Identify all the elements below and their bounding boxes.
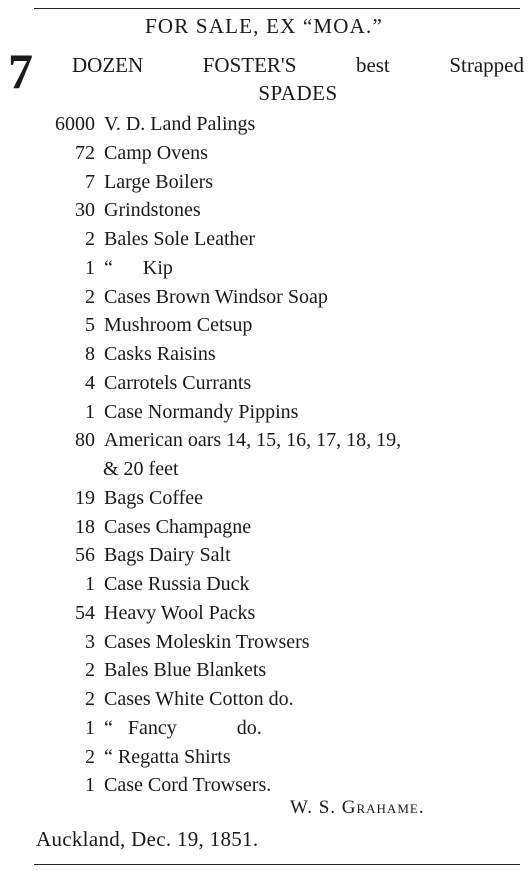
item-description: Case Russia Duck [104, 573, 250, 595]
list-item [0, 685, 528, 714]
item-quantity: 56 [75, 544, 95, 567]
lead-quantity: 7 [8, 43, 33, 99]
item-description: “ Regatta Shirts [104, 745, 231, 768]
item-quantity: 2 [85, 745, 95, 768]
item-description: Case Normandy Pippins [104, 400, 299, 423]
list-item [0, 340, 528, 369]
item-description: Bags Dairy Salt [104, 544, 231, 567]
item-quantity: 54 [75, 601, 95, 624]
intro-word: DOZEN [72, 53, 144, 77]
bottom-rule [34, 864, 520, 865]
list-item [0, 484, 528, 513]
item-description: Heavy Wool Packs [104, 601, 256, 624]
item-quantity: 5 [85, 314, 95, 337]
advert-heading: FOR SALE, EX “MOA.” [144, 14, 384, 38]
list-item [0, 369, 528, 398]
item-description: Bags Coffee [104, 486, 204, 509]
item-quantity: 7 [85, 170, 95, 193]
item-quantity: 2 [85, 285, 95, 308]
item-description: “ Kip [104, 256, 173, 279]
list-item [0, 283, 528, 312]
item-description: Case Cord Trowsers. [104, 774, 272, 797]
intro-word: FOSTER'S [202, 53, 297, 77]
item-quantity: 72 [75, 141, 95, 164]
item-quantity: 6000 [55, 113, 95, 135]
list-item [0, 455, 528, 484]
item-quantity: 18 [75, 515, 95, 538]
list-item [0, 168, 528, 197]
advertiser-signature: W. S. Grahame. [290, 797, 425, 818]
list-item [0, 110, 528, 139]
list-item [0, 628, 528, 657]
item-description: “ Fancy do. [104, 716, 262, 739]
list-item [0, 426, 528, 455]
list-item [0, 513, 528, 542]
dateline: Auckland, Dec. 19, 1851. [36, 827, 259, 851]
goods-list [0, 110, 528, 800]
item-description: Casks Raisins [104, 343, 216, 365]
item-quantity: 19 [75, 486, 95, 509]
intro-word: Strapped [449, 53, 524, 77]
item-description: Grindstones [104, 199, 201, 222]
list-item [0, 311, 528, 340]
intro-line-1 [72, 51, 524, 79]
list-item [0, 570, 528, 599]
item-description: Cases White Cotton do. [104, 688, 294, 710]
list-item [0, 599, 528, 628]
item-quantity: 2 [85, 659, 95, 682]
list-item [0, 254, 528, 283]
item-quantity: 1 [85, 256, 95, 279]
item-quantity: 3 [85, 630, 95, 653]
item-description: Cases Champagne [104, 515, 252, 538]
item-description: Large Boilers [104, 170, 214, 193]
list-item [0, 225, 528, 254]
item-description: & 20 feet [103, 458, 179, 480]
item-description: V. D. Land Palings [104, 113, 256, 135]
item-quantity: 2 [85, 688, 95, 710]
item-description: Cases Moleskin Trowsers [104, 630, 310, 653]
item-description: Bales Sole Leather [104, 228, 256, 250]
item-description: Camp Ovens [104, 141, 208, 164]
item-description: Carrotels Currants [104, 371, 252, 394]
item-quantity: 2 [85, 228, 95, 250]
item-quantity: 4 [85, 371, 95, 394]
item-quantity: 1 [85, 400, 95, 423]
item-quantity: 1 [85, 774, 95, 797]
intro-line-2: SPADES [258, 81, 338, 105]
list-item [0, 139, 528, 168]
item-quantity: 8 [85, 343, 95, 365]
list-item [0, 743, 528, 772]
item-quantity: 80 [75, 429, 95, 452]
item-description: American oars 14, 15, 16, 17, 18, 19, [104, 429, 402, 452]
intro-word: best [355, 53, 390, 77]
list-item [0, 656, 528, 685]
item-quantity: 1 [85, 716, 95, 739]
item-quantity: 30 [75, 199, 95, 222]
item-quantity: 1 [85, 573, 95, 595]
list-item [0, 771, 528, 800]
list-item [0, 541, 528, 570]
list-item [0, 398, 528, 427]
list-item [0, 196, 528, 225]
item-description: Mushroom Cetsup [104, 314, 253, 337]
item-description: Bales Blue Blankets [104, 659, 267, 682]
item-description: Cases Brown Windsor Soap [104, 285, 328, 308]
list-item [0, 714, 528, 743]
top-rule [34, 8, 520, 9]
